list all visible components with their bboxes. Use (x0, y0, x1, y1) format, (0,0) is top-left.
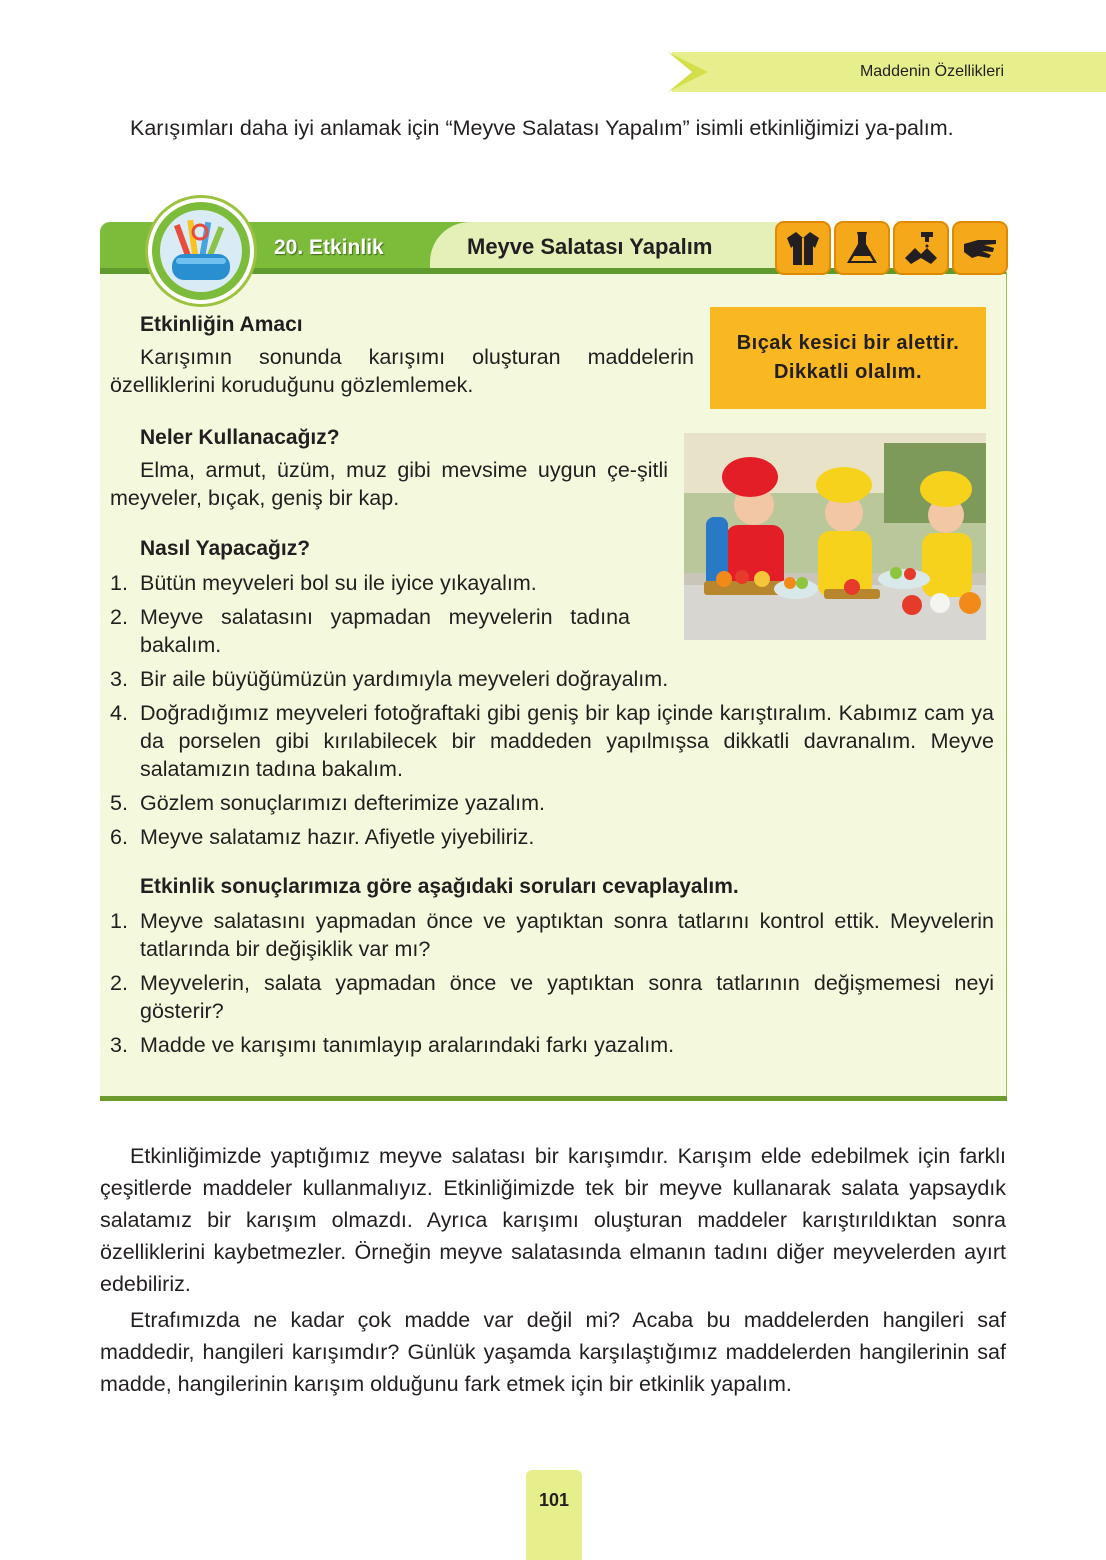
list-item: 6. Meyve salatamız hazır. Afiyetle yiyebiliriz. (110, 825, 535, 849)
aim-section (110, 313, 694, 399)
page-number: 101 (538, 1490, 570, 1510)
activity-title: Meyve Salatası Yapalım (467, 234, 713, 259)
aim-heading: Etkinliğin Amacı (140, 313, 303, 336)
page-number-tab (526, 1470, 582, 1560)
section-title: Maddenin Özellikleri (859, 63, 1004, 80)
warning-line-2: Dikkatli olalım. (773, 361, 923, 383)
section-header-arrow-cut (668, 52, 692, 92)
activity-number: 20. Etkinlik (274, 236, 384, 259)
body-paragraph-1: Etkinliğimizde yaptığımız meyve salatası bir karışımdır. Karışım elde edebilmek için farklı çeşitlerde maddeler kullanmalıyız. Etkinliğimizde tek bir meyve kullanarak salata yapsaydık salatamız bir karışım olmazdı. Ayrıca karışımı oluşturan maddeler karıştırıldıktan sonra özelliklerini kaybetmezler. Örneğin meyve salatasında elmanın tadını diğer meyvelerden ayırt edebiliriz. (100, 1144, 1006, 1296)
body-paragraph-2: Etrafımızda ne kadar çok madde var değil mi? Acaba bu maddelerden hangileri saf maddedir, hangileri karışımdır? Günlük yaşamda karşılaştığımız maddelerden hangilerinin saf madde, hangilerinin karışım olduğunu fark etmek için bir etkinlik yapalım. (100, 1308, 1006, 1396)
intro-paragraph: Karışımları daha iyi anlamak için “Meyve Salatası Yapalım” isimli etkinliğimizi ya-palım. (130, 116, 954, 140)
list-item: 3. Madde ve karışımı tanımlayıp aralarındaki farkı yazalım. (110, 1033, 675, 1057)
warning-line-1: Bıçak kesici bir alettir. (736, 332, 960, 354)
list-item: 1. Meyve salatasını yapmadan önce ve yaptıktan sonra tatlarını kontrol ettik. Meyvelerin tatlarında bir değişiklik var mı? (110, 909, 994, 961)
list-item: 4. Doğradığımız meyveleri fotoğraftaki gibi geniş bir kap içinde karıştıralım. Kabımız cam ya da porselen gibi kırılabilecek bir maddeden yapılmışsa dikkatli davranalım. Meyve salatamızın tadına bakalım. (110, 701, 994, 781)
lab-coat-icon (775, 221, 831, 275)
hand-wash-icon (893, 221, 949, 275)
materials-heading: Neler Kullanacağız? (140, 426, 340, 449)
safety-warning (710, 307, 986, 409)
questions-list (110, 907, 994, 1059)
aim-text: Karışımın sonunda karışımı oluşturan maddelerin özelliklerini koruduğunu gözlemlemek. (110, 345, 694, 397)
questions-section (110, 875, 994, 1059)
steps-list (110, 569, 994, 851)
materials-text: Elma, armut, üzüm, muz gibi mevsime uygun çe-şitli meyveler, bıçak, geniş bir kap. (110, 458, 668, 510)
hand-icon (952, 221, 1008, 275)
questions-heading: Etkinlik sonuçlarımıza göre aşağıdaki soruları cevaplayalım. (140, 875, 739, 898)
list-item: 2. Meyvelerin, salata yapmadan önce ve yaptıktan sonra tatlarının değişmemesi neyi gösterir? (110, 971, 994, 1023)
steps-section (110, 537, 994, 851)
activity-box-bottom-rule (100, 1096, 1007, 1101)
list-item: 2. Meyve salatasını yapmadan meyvelerin tadına bakalım. (110, 605, 630, 657)
list-item: 1. Bütün meyveleri bol su ile iyice yıkayalım. (110, 571, 537, 595)
flask-icon (834, 221, 890, 275)
body-text (100, 1140, 1006, 1400)
steps-heading: Nasıl Yapacağız? (140, 537, 311, 560)
list-item: 3. Bir aile büyüğümüzün yardımıyla meyveleri doğrayalım. (110, 667, 669, 691)
pencil-case-icon (160, 210, 242, 292)
list-item: 5. Gözlem sonuçlarımızı defterimize yazalım. (110, 791, 546, 815)
intro-block (100, 112, 1006, 144)
materials-section (110, 426, 668, 512)
